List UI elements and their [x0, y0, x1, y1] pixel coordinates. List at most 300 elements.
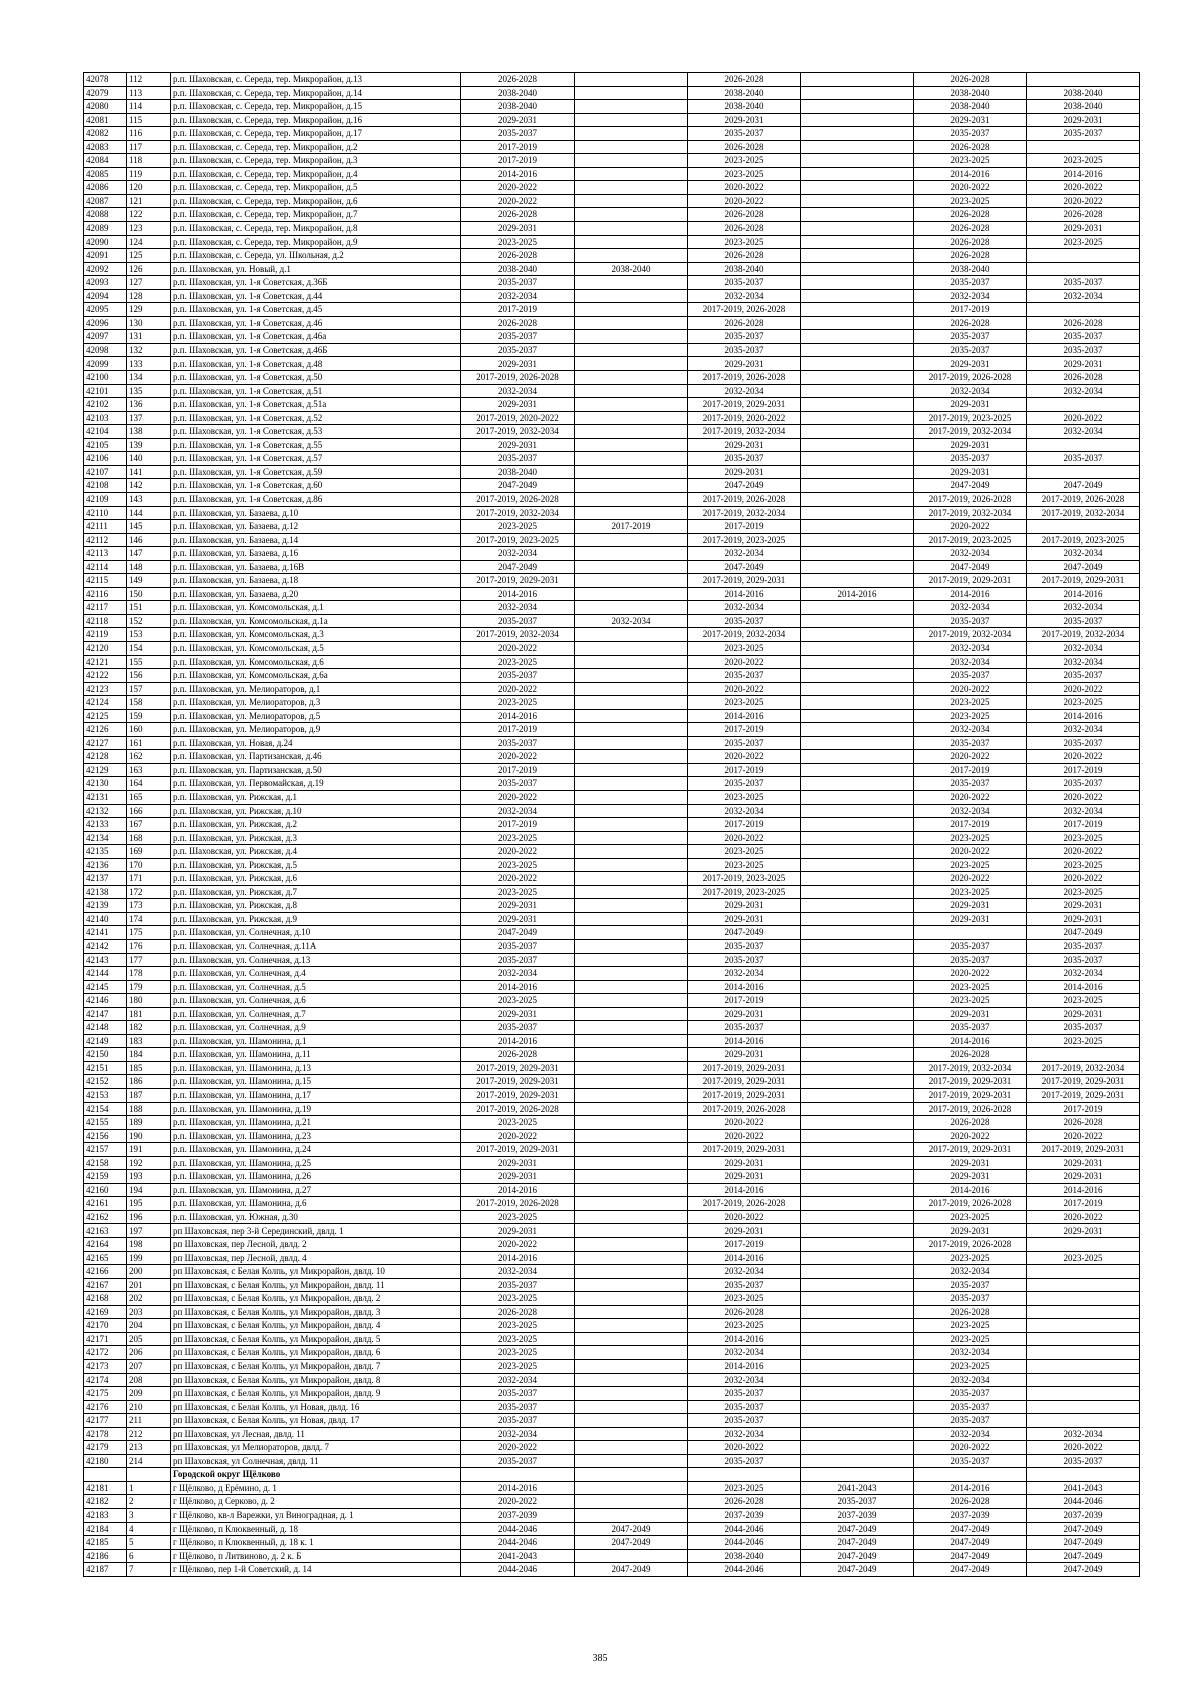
period-cell — [801, 926, 914, 940]
item-number-cell: 4 — [127, 1522, 171, 1536]
item-number-cell: 133 — [127, 357, 171, 371]
period-cell: 2032-2034 — [688, 1427, 801, 1441]
period-cell: 2023-2025 — [914, 1359, 1027, 1373]
record-id-cell — [84, 1468, 127, 1482]
address-cell: рп Шаховская, с Белая Колпь, ул Микрорайон, двлд. 6 — [171, 1346, 461, 1360]
item-number-cell: 172 — [127, 885, 171, 899]
registry-table — [83, 72, 1140, 1577]
period-cell — [575, 1143, 688, 1157]
period-cell — [801, 1170, 914, 1184]
period-cell — [1027, 438, 1140, 452]
period-cell: 2026-2028 — [914, 249, 1027, 263]
period-cell: 2047-2049 — [914, 1522, 1027, 1536]
period-cell: 2017-2019, 2029-2031 — [688, 1061, 801, 1075]
period-cell — [575, 194, 688, 208]
record-id-cell: 42129 — [84, 763, 127, 777]
period-cell: 2014-2016 — [1027, 980, 1140, 994]
period-cell: 2017-2019 — [461, 303, 575, 317]
record-id-cell: 42081 — [84, 113, 127, 127]
period-cell — [801, 1319, 914, 1333]
item-number-cell: 191 — [127, 1143, 171, 1157]
period-cell: 2047-2049 — [1027, 926, 1140, 940]
period-cell: 2026-2028 — [461, 208, 575, 222]
item-number-cell: 212 — [127, 1427, 171, 1441]
period-cell: 2035-2037 — [1027, 276, 1140, 290]
period-cell: 2035-2037 — [688, 452, 801, 466]
address-cell: р.п. Шаховская, ул. Новая, д.24 — [171, 736, 461, 750]
period-cell — [575, 1305, 688, 1319]
period-cell — [801, 1061, 914, 1075]
period-cell: 2035-2037 — [688, 669, 801, 683]
period-cell: 2026-2028 — [688, 1495, 801, 1509]
table-row — [84, 641, 1140, 655]
address-cell: рп Шаховская, с Белая Колпь, ул Микрорайон, двлд. 4 — [171, 1319, 461, 1333]
period-cell: 2023-2025 — [1027, 154, 1140, 168]
period-cell: 2017-2019, 2032-2034 — [688, 425, 801, 439]
period-cell: 2017-2019 — [688, 1238, 801, 1252]
address-cell: р.п. Шаховская, ул. 1-я Советская, д.51 — [171, 384, 461, 398]
table-row — [84, 303, 1140, 317]
record-id-cell: 42172 — [84, 1346, 127, 1360]
item-number-cell: 167 — [127, 818, 171, 832]
table-row — [84, 696, 1140, 710]
item-number-cell: 197 — [127, 1224, 171, 1238]
period-cell: 2014-2016 — [688, 709, 801, 723]
address-cell: рп Шаховская, пер 3-й Серединский, двлд. 1 — [171, 1224, 461, 1238]
address-cell: р.п. Шаховская, ул. Базаева, д.18 — [171, 574, 461, 588]
item-number-cell: 147 — [127, 547, 171, 561]
period-cell: 2023-2025 — [461, 1116, 575, 1130]
period-cell — [575, 1427, 688, 1441]
period-cell — [801, 465, 914, 479]
record-id-cell: 42102 — [84, 398, 127, 412]
table-row — [84, 276, 1140, 290]
address-cell: г Щёлково, д Серково, д. 2 — [171, 1495, 461, 1509]
period-cell: 2026-2028 — [688, 249, 801, 263]
period-cell: 2014-2016 — [1027, 1183, 1140, 1197]
period-cell — [801, 86, 914, 100]
table-row — [84, 1197, 1140, 1211]
record-id-cell: 42106 — [84, 452, 127, 466]
record-id-cell: 42133 — [84, 818, 127, 832]
address-cell: р.п. Шаховская, ул. 1-я Советская, д.36Б — [171, 276, 461, 290]
period-cell — [801, 520, 914, 534]
period-cell — [801, 425, 914, 439]
period-cell: 2017-2019 — [461, 723, 575, 737]
record-id-cell: 42161 — [84, 1197, 127, 1211]
period-cell: 2037-2039 — [801, 1508, 914, 1522]
table-row — [84, 1183, 1140, 1197]
period-cell — [575, 316, 688, 330]
period-cell: 2035-2037 — [1027, 777, 1140, 791]
item-number-cell: 175 — [127, 926, 171, 940]
period-cell: 2014-2016 — [688, 1183, 801, 1197]
period-cell: 2017-2019 — [688, 763, 801, 777]
period-cell: 2017-2019, 2029-2031 — [461, 1075, 575, 1089]
period-cell — [575, 343, 688, 357]
table-row — [84, 398, 1140, 412]
record-id-cell: 42109 — [84, 492, 127, 506]
address-cell: р.п. Шаховская, ул. Шамонина, д.19 — [171, 1102, 461, 1116]
period-cell: 2035-2037 — [914, 736, 1027, 750]
table-row — [84, 384, 1140, 398]
table-row — [84, 953, 1140, 967]
table-row — [84, 167, 1140, 181]
table-row — [84, 1495, 1140, 1509]
address-cell: р.п. Шаховская, ул. Базаева, д.14 — [171, 533, 461, 547]
record-id-cell: 42103 — [84, 411, 127, 425]
period-cell — [801, 262, 914, 276]
period-cell: 2014-2016 — [461, 1481, 575, 1495]
item-number-cell: 198 — [127, 1238, 171, 1252]
period-cell: 2020-2022 — [688, 194, 801, 208]
period-cell — [575, 872, 688, 886]
record-id-cell: 42087 — [84, 194, 127, 208]
period-cell — [575, 1265, 688, 1279]
table-row — [84, 1048, 1140, 1062]
address-cell: г Щёлково, п Клюквенный, д. 18 — [171, 1522, 461, 1536]
period-cell: 2038-2040 — [914, 86, 1027, 100]
period-cell — [575, 1210, 688, 1224]
period-cell — [575, 492, 688, 506]
record-id-cell: 42108 — [84, 479, 127, 493]
item-number-cell: 128 — [127, 289, 171, 303]
period-cell — [801, 1116, 914, 1130]
period-cell: 2035-2037 — [461, 1021, 575, 1035]
period-cell — [801, 357, 914, 371]
period-cell: 2020-2022 — [461, 872, 575, 886]
record-id-cell: 42123 — [84, 682, 127, 696]
item-number-cell: 154 — [127, 641, 171, 655]
item-number-cell: 5 — [127, 1536, 171, 1550]
period-cell: 2035-2037 — [688, 1414, 801, 1428]
period-cell: 2032-2034 — [461, 1427, 575, 1441]
table-row — [84, 1265, 1140, 1279]
record-id-cell: 42150 — [84, 1048, 127, 1062]
period-cell: 2047-2049 — [914, 479, 1027, 493]
table-row — [84, 1481, 1140, 1495]
period-cell — [575, 154, 688, 168]
period-cell: 2029-2031 — [688, 113, 801, 127]
address-cell: р.п. Шаховская, ул. Рижская, д.10 — [171, 804, 461, 818]
period-cell: 2029-2031 — [688, 1007, 801, 1021]
period-cell: 2014-2016 — [688, 1034, 801, 1048]
period-cell — [801, 411, 914, 425]
period-cell: 2017-2019, 2029-2031 — [914, 1075, 1027, 1089]
address-cell: рп Шаховская, с Белая Колпь, ул Микрорайон, двлд. 7 — [171, 1359, 461, 1373]
address-cell: рп Шаховская, пер Лесной, двлд. 4 — [171, 1251, 461, 1265]
table-row — [84, 709, 1140, 723]
period-cell: 2047-2049 — [1027, 1522, 1140, 1536]
period-cell: 2017-2019, 2029-2031 — [688, 398, 801, 412]
address-cell: р.п. Шаховская, ул. Базаева, д.20 — [171, 587, 461, 601]
item-number-cell: 149 — [127, 574, 171, 588]
item-number-cell: 196 — [127, 1210, 171, 1224]
period-cell — [575, 384, 688, 398]
record-id-cell: 42149 — [84, 1034, 127, 1048]
period-cell: 2026-2028 — [914, 140, 1027, 154]
record-id-cell: 42105 — [84, 438, 127, 452]
period-cell — [801, 533, 914, 547]
period-cell — [575, 398, 688, 412]
period-cell: 2035-2037 — [688, 736, 801, 750]
period-cell: 2035-2037 — [688, 1278, 801, 1292]
period-cell: 2044-2046 — [688, 1522, 801, 1536]
period-cell: 2026-2028 — [461, 73, 575, 87]
period-cell — [1027, 1332, 1140, 1346]
period-cell — [801, 1034, 914, 1048]
period-cell: 2029-2031 — [1027, 1224, 1140, 1238]
period-cell: 2035-2037 — [914, 614, 1027, 628]
period-cell — [801, 316, 914, 330]
table-row — [84, 1319, 1140, 1333]
record-id-cell: 42163 — [84, 1224, 127, 1238]
period-cell: 2038-2040 — [688, 1549, 801, 1563]
item-number-cell: 120 — [127, 181, 171, 195]
table-row — [84, 357, 1140, 371]
period-cell — [575, 181, 688, 195]
table-row — [84, 140, 1140, 154]
period-cell: 2023-2025 — [914, 709, 1027, 723]
record-id-cell: 42079 — [84, 86, 127, 100]
record-id-cell: 42171 — [84, 1332, 127, 1346]
record-id-cell: 42157 — [84, 1143, 127, 1157]
record-id-cell: 42162 — [84, 1210, 127, 1224]
period-cell: 2032-2034 — [461, 601, 575, 615]
period-cell: 2029-2031 — [914, 1156, 1027, 1170]
period-cell: 2017-2019 — [688, 723, 801, 737]
period-cell: 2017-2019, 2032-2034 — [688, 628, 801, 642]
period-cell: 2026-2028 — [914, 208, 1027, 222]
table-row — [84, 994, 1140, 1008]
period-cell: 2032-2034 — [914, 804, 1027, 818]
period-cell — [801, 113, 914, 127]
record-id-cell: 42166 — [84, 1265, 127, 1279]
period-cell — [801, 384, 914, 398]
address-cell: р.п. Шаховская, ул. Шамонина, д.21 — [171, 1116, 461, 1130]
address-cell: р.п. Шаховская, с. Середа, тер. Микрорайон, д.2 — [171, 140, 461, 154]
period-cell: 2029-2031 — [688, 1224, 801, 1238]
period-cell: 2035-2037 — [1027, 127, 1140, 141]
record-id-cell: 42115 — [84, 574, 127, 588]
period-cell: 2026-2028 — [688, 73, 801, 87]
record-id-cell: 42140 — [84, 912, 127, 926]
period-cell: 2029-2031 — [461, 1224, 575, 1238]
period-cell — [575, 465, 688, 479]
address-cell: Городской округ Щёлково — [171, 1468, 461, 1482]
period-cell: 2020-2022 — [1027, 872, 1140, 886]
period-cell — [575, 912, 688, 926]
record-id-cell: 42135 — [84, 845, 127, 859]
period-cell: 2023-2025 — [688, 1481, 801, 1495]
item-number-cell: 145 — [127, 520, 171, 534]
period-cell: 2032-2034 — [688, 289, 801, 303]
address-cell: р.п. Шаховская, ул. Комсомольская, д.3 — [171, 628, 461, 642]
period-cell — [575, 113, 688, 127]
period-cell — [801, 343, 914, 357]
period-cell: 2044-2046 — [1027, 1495, 1140, 1509]
period-cell — [575, 777, 688, 791]
period-cell: 2017-2019, 2026-2028 — [914, 492, 1027, 506]
period-cell: 2020-2022 — [688, 181, 801, 195]
period-cell: 2029-2031 — [461, 222, 575, 236]
item-number-cell: 132 — [127, 343, 171, 357]
record-id-cell: 42170 — [84, 1319, 127, 1333]
record-id-cell: 42111 — [84, 520, 127, 534]
item-number-cell: 122 — [127, 208, 171, 222]
table-row — [84, 777, 1140, 791]
period-cell: 2047-2049 — [575, 1522, 688, 1536]
record-id-cell: 42125 — [84, 709, 127, 723]
address-cell: р.п. Шаховская, ул. Рижская, д.8 — [171, 899, 461, 913]
period-cell — [1027, 1346, 1140, 1360]
period-cell — [575, 1034, 688, 1048]
period-cell: 2017-2019, 2023-2025 — [1027, 533, 1140, 547]
table-row — [84, 1156, 1140, 1170]
period-cell — [801, 222, 914, 236]
period-cell — [575, 1508, 688, 1522]
item-number-cell: 139 — [127, 438, 171, 452]
record-id-cell: 42183 — [84, 1508, 127, 1522]
address-cell: р.п. Шаховская, с. Середа, тер. Микрорайон, д.8 — [171, 222, 461, 236]
table-row — [84, 1021, 1140, 1035]
period-cell — [1027, 1414, 1140, 1428]
period-cell: 2017-2019, 2026-2028 — [688, 492, 801, 506]
table-row — [84, 763, 1140, 777]
period-cell — [801, 73, 914, 87]
period-cell: 2029-2031 — [461, 899, 575, 913]
table-body — [84, 73, 1140, 1577]
period-cell: 2026-2028 — [1027, 316, 1140, 330]
period-cell: 2047-2049 — [1027, 1563, 1140, 1577]
table-row — [84, 438, 1140, 452]
period-cell — [801, 1143, 914, 1157]
period-cell: 2032-2034 — [688, 1265, 801, 1279]
record-id-cell: 42185 — [84, 1536, 127, 1550]
period-cell — [801, 1387, 914, 1401]
period-cell: 2047-2049 — [914, 560, 1027, 574]
table-row — [84, 885, 1140, 899]
table-row — [84, 669, 1140, 683]
address-cell: р.п. Шаховская, ул. Первомайская, д.19 — [171, 777, 461, 791]
period-cell: 2032-2034 — [914, 1346, 1027, 1360]
period-cell: 2023-2025 — [914, 1251, 1027, 1265]
period-cell — [801, 669, 914, 683]
period-cell — [575, 1387, 688, 1401]
period-cell — [801, 1427, 914, 1441]
period-cell: 2029-2031 — [1027, 1007, 1140, 1021]
period-cell: 2037-2039 — [1027, 1508, 1140, 1522]
period-cell: 2029-2031 — [914, 438, 1027, 452]
period-cell — [575, 1346, 688, 1360]
period-cell: 2023-2025 — [461, 858, 575, 872]
period-cell — [575, 140, 688, 154]
period-cell — [575, 641, 688, 655]
table-row — [84, 1549, 1140, 1563]
period-cell: 2032-2034 — [1027, 1427, 1140, 1441]
period-cell — [801, 696, 914, 710]
address-cell: р.п. Шаховская, с. Середа, тер. Микрорайон, д.9 — [171, 235, 461, 249]
address-cell: р.п. Шаховская, с. Середа, тер. Микрорайон, д.5 — [171, 181, 461, 195]
address-cell: рп Шаховская, с Белая Колпь, ул Микрорайон, двлд. 3 — [171, 1305, 461, 1319]
period-cell — [575, 669, 688, 683]
period-cell — [1027, 262, 1140, 276]
record-id-cell: 42097 — [84, 330, 127, 344]
period-cell — [801, 235, 914, 249]
period-cell — [575, 980, 688, 994]
period-cell — [575, 1278, 688, 1292]
period-cell: 2020-2022 — [688, 682, 801, 696]
table-row — [84, 371, 1140, 385]
period-cell — [801, 330, 914, 344]
table-row — [84, 1508, 1140, 1522]
record-id-cell: 42176 — [84, 1400, 127, 1414]
period-cell — [575, 723, 688, 737]
record-id-cell: 42094 — [84, 289, 127, 303]
period-cell: 2017-2019, 2029-2031 — [1027, 1075, 1140, 1089]
period-cell: 2017-2019, 2020-2022 — [461, 411, 575, 425]
period-cell: 2029-2031 — [688, 465, 801, 479]
period-cell — [575, 682, 688, 696]
period-cell: 2026-2028 — [914, 73, 1027, 87]
item-number-cell: 190 — [127, 1129, 171, 1143]
period-cell — [1027, 465, 1140, 479]
record-id-cell: 42146 — [84, 994, 127, 1008]
item-number-cell: 155 — [127, 655, 171, 669]
period-cell: 2029-2031 — [461, 357, 575, 371]
address-cell: р.п. Шаховская, с. Середа, тер. Микрорайон, д.4 — [171, 167, 461, 181]
period-cell: 2017-2019, 2026-2028 — [461, 371, 575, 385]
period-cell: 2014-2016 — [914, 1034, 1027, 1048]
record-id-cell: 42091 — [84, 249, 127, 263]
table-row — [84, 1238, 1140, 1252]
period-cell — [575, 804, 688, 818]
period-cell: 2017-2019, 2029-2031 — [461, 574, 575, 588]
item-number-cell: 176 — [127, 940, 171, 954]
period-cell — [575, 1089, 688, 1103]
item-number-cell: 153 — [127, 628, 171, 642]
period-cell: 2032-2034 — [914, 723, 1027, 737]
period-cell — [575, 574, 688, 588]
address-cell: р.п. Шаховская, ул. Шамонина, д.13 — [171, 1061, 461, 1075]
period-cell — [1027, 1359, 1140, 1373]
item-number-cell: 171 — [127, 872, 171, 886]
table-row — [84, 628, 1140, 642]
item-number-cell — [127, 1468, 171, 1482]
period-cell: 2017-2019, 2023-2025 — [914, 411, 1027, 425]
period-cell: 2029-2031 — [914, 1007, 1027, 1021]
period-cell: 2017-2019, 2032-2034 — [1027, 506, 1140, 520]
period-cell — [1027, 1319, 1140, 1333]
period-cell: 2014-2016 — [1027, 587, 1140, 601]
period-cell: 2029-2031 — [1027, 1156, 1140, 1170]
item-number-cell: 150 — [127, 587, 171, 601]
period-cell: 2026-2028 — [461, 1048, 575, 1062]
period-cell — [801, 750, 914, 764]
record-id-cell: 42099 — [84, 357, 127, 371]
address-cell: р.п. Шаховская, ул. Шамонина, д.27 — [171, 1183, 461, 1197]
period-cell — [801, 912, 914, 926]
page-number: 385 — [592, 1653, 608, 1664]
address-cell: р.п. Шаховская, ул. 1-я Советская, д.51а — [171, 398, 461, 412]
table-row — [84, 1143, 1140, 1157]
table-row — [84, 831, 1140, 845]
period-cell: 2035-2037 — [461, 777, 575, 791]
period-cell: 2047-2049 — [801, 1522, 914, 1536]
record-id-cell: 42121 — [84, 655, 127, 669]
period-cell — [801, 398, 914, 412]
period-cell: 2017-2019 — [1027, 1102, 1140, 1116]
